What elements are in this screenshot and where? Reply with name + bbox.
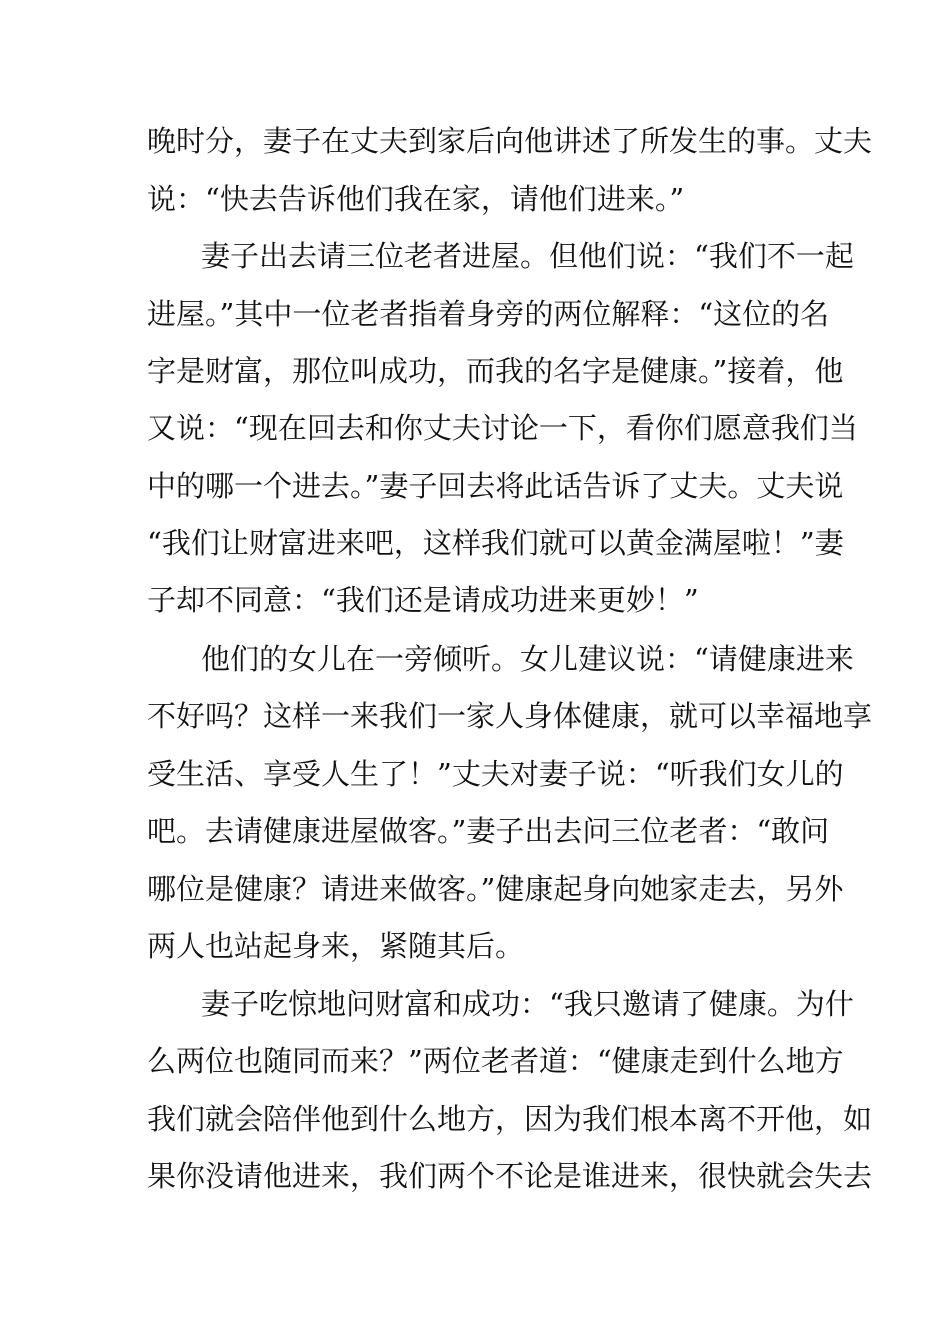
text-line: 两人也站起身来，紧随其后。 bbox=[147, 929, 525, 963]
text-line: 说：“快去告诉他们我在家，请他们进来。” bbox=[147, 182, 685, 216]
text-line: 哪位是健康？请进来做客。”健康起身向她家走去，另外 bbox=[147, 872, 844, 906]
text-line: “我们让财富进来吧，这样我们就可以黄金满屋啦！”妻 bbox=[147, 526, 844, 560]
text-line: 晚时分，妻子在丈夫到家后向他讲述了所发生的事。丈夫 bbox=[147, 124, 873, 158]
paragraph-first-line: 妻子吃惊地问财富和成功：“我只邀请了健康。为什 bbox=[201, 987, 854, 1021]
text-line: 么两位也随同而来？”两位老者道：“健康走到什么地方 bbox=[147, 1044, 844, 1078]
text-line: 中的哪一个进去。”妻子回去将此话告诉了丈夫。丈夫说 bbox=[147, 469, 844, 503]
text-line: 字是财富，那位叫成功，而我的名字是健康。”接着，他 bbox=[147, 354, 844, 388]
text-line: 果你没请他进来，我们两个不论是谁进来，很快就会失去 bbox=[147, 1159, 873, 1193]
text-line: 吧。去请健康进屋做客。”妻子出去问三位老者：“敢问 bbox=[147, 814, 830, 848]
text-line: 不好吗？这样一来我们一家人身体健康，就可以幸福地享 bbox=[147, 699, 873, 733]
text-line: 我们就会陪伴他到什么地方，因为我们根本离不开他，如 bbox=[147, 1102, 873, 1136]
paragraph-first-line: 妻子出去请三位老者进屋。但他们说：“我们不一起 bbox=[201, 239, 854, 273]
text-line: 受生活、享受人生了！”丈夫对妻子说：“听我们女儿的 bbox=[147, 757, 844, 791]
text-line: 又说：“现在回去和你丈夫讨论一下，看你们愿意我们当 bbox=[147, 411, 858, 445]
text-line: 进屋。”其中一位老者指着身旁的两位解释：“这位的名 bbox=[147, 297, 830, 331]
text-line: 子却不同意：“我们还是请成功进来更妙！” bbox=[147, 583, 699, 617]
paragraph-first-line: 他们的女儿在一旁倾听。女儿建议说：“请健康进来 bbox=[201, 642, 854, 676]
